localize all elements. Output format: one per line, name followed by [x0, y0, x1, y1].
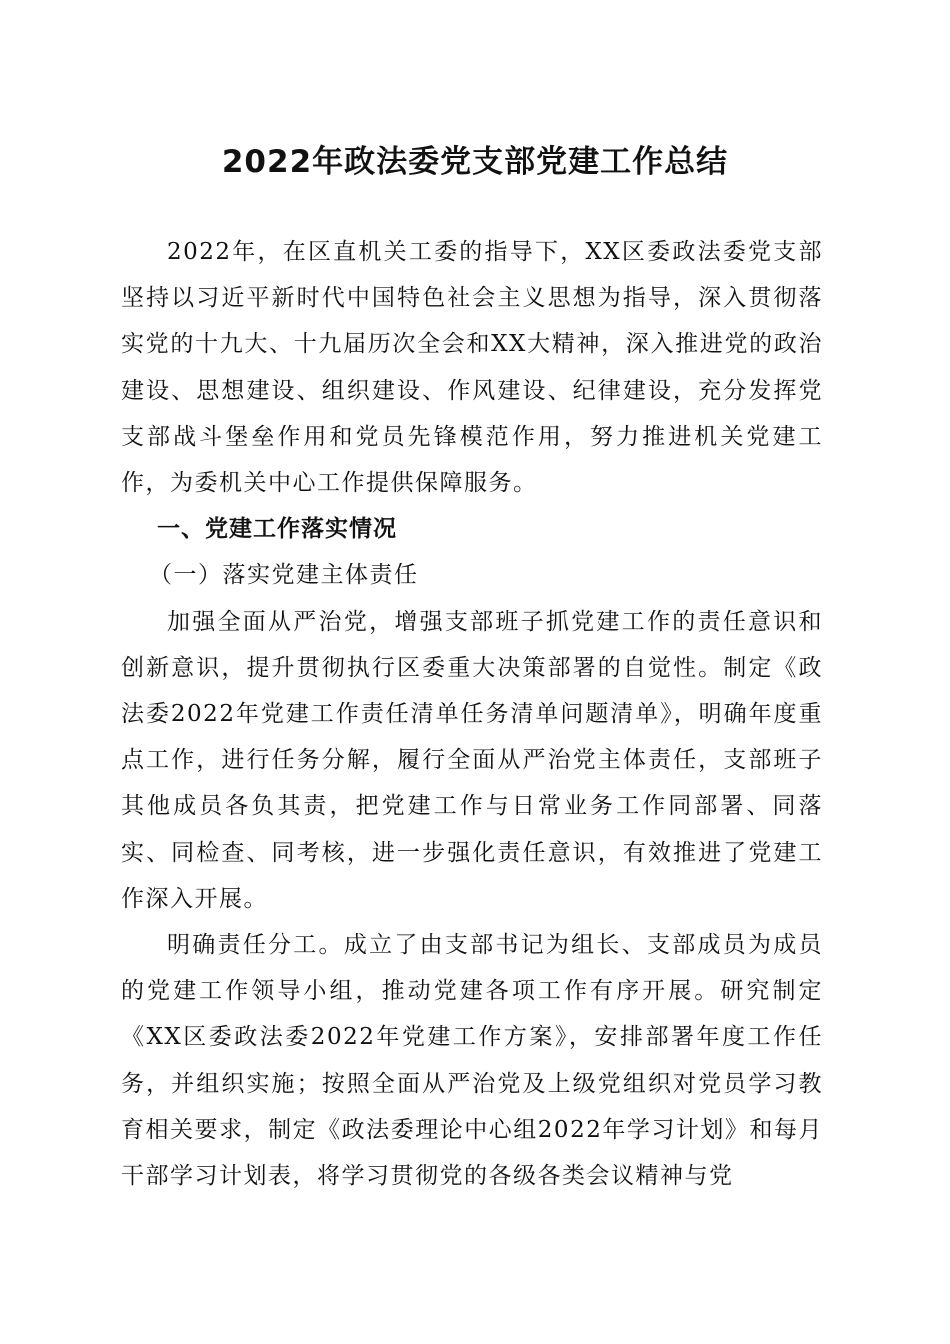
body-paragraph-1: 加强全面从严治党，增强支部班子抓党建工作的责任意识和创新意识，提升贯彻执行区委重大决策部署的自觉性。制定《政法委2022年党建工作责任清单任务清单问题清单》，明确年度重点工作，进行任务分解，履行全面从严治党主体责任，支部班子其他成员各负其责，把党建工作与日常业务工作同部署、同落实、同检查、同考核，进一步强化责任意识，有效推进了党建工作深入开展。	[121, 608, 823, 912]
subsection-heading: （一）落实党建主体责任	[149, 562, 419, 589]
body-paragraph-2: 明确责任分工。成立了由支部书记为组长、支部成员为成员的党建工作领导小组，推动党建各项工作有序开展。研究制定《XX区委政法委2022年党建工作方案》，安排部署年度工作任务，并组织实施；按照全面从严治党及上级党组织对党员学习教育相关要求，制定《政法委理论中心组2022年学习计划》和每月干部学习计划表，将学习贯彻党的各级各类会议精神与党	[121, 932, 823, 1190]
section-heading: 一、党建工作落实情况	[157, 516, 397, 543]
intro-paragraph: 2022年，在区直机关工委的指导下，XX区委政法委党支部坚持以习近平新时代中国特色社会主义思想为指导，深入贯彻落实党的十九大、十九届历次全会和XX大精神，深入推进党的政治建设、思想建设、组织建设、作风建设、纪律建设，充分发挥党支部战斗堡垒作用和党员先锋模范作用，努力推进机关党建工作，为委机关中心工作提供保障服务。	[121, 239, 823, 497]
document-body	[121, 229, 823, 1199]
document-title: 2022年政法委党支部党建工作总结	[221, 144, 729, 180]
